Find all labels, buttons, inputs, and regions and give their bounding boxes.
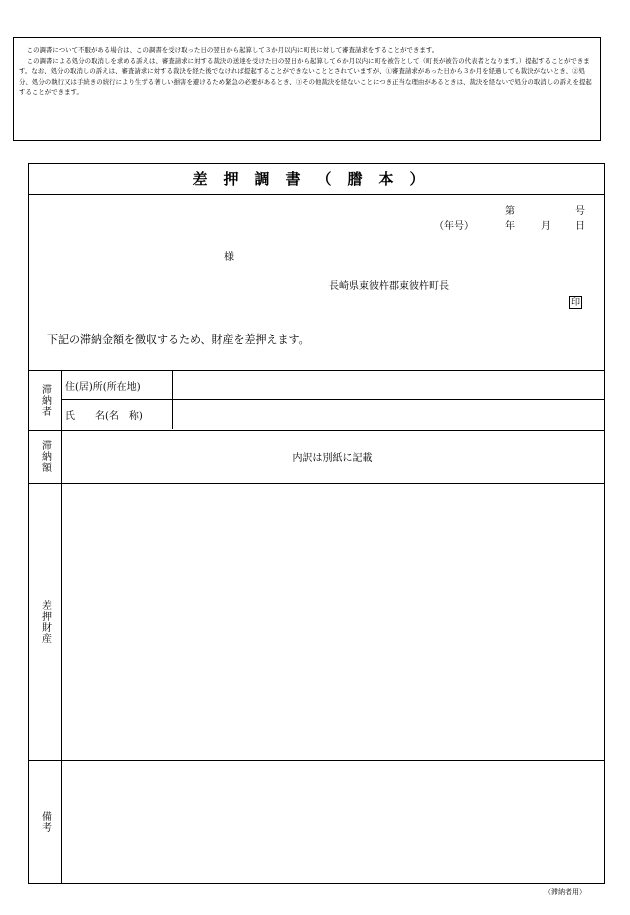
date-month: 月 [541, 221, 551, 232]
remarks-label: 備考 [39, 810, 51, 833]
name-label: 氏 名(名 称) [61, 400, 173, 429]
number-go: 号 [575, 206, 585, 217]
date-day: 日 [575, 221, 585, 232]
copy-designation: （滞納者用） [544, 888, 586, 896]
seized-property-label: 差押財産 [39, 599, 51, 644]
remarks-row [29, 760, 604, 883]
appeal-notice [13, 37, 601, 141]
seized-property-row [29, 483, 604, 761]
form-header [29, 194, 604, 371]
era-label: （年号） [434, 221, 474, 232]
amount-label: 滞納額 [39, 440, 51, 473]
form-title: 差押調書（謄本） [29, 164, 604, 195]
notice-paragraph-2: この調書による処分の取消しを求める訴えは、審査請求に対する裁決の送達を受けた日の翌日から起算して６か月以内に町を被告として（町長が被告の代表者となります。）提起することができます。なお、処分の取消しの訴えは、審査請求に対する裁決を経た後でなければ提起することができないこととされていますが、①審査請求があった日から３か月を経過しても裁決がないとき、②処分、処分の執行又は手続きの続行により生ずる著しい損害を避けるため緊急の必要があるとき、③その他裁決を経ないことにつき正当な理由があるときは、裁決を経ないで処分の取消しの訴えを提起することができます。 [19, 56, 592, 97]
delinquent-row [29, 370, 604, 431]
amount-row [29, 430, 604, 484]
delinquent-label: 滞納者 [39, 383, 51, 417]
addressee-sama: 様 [224, 252, 234, 263]
address-label: 住(居)所(所在地) [61, 370, 173, 400]
seal-mark: 印 [570, 298, 580, 308]
seizure-statement: 下記の滞納金額を徴収するため、財産を差押えます。 [47, 333, 310, 346]
date-year: 年 [505, 221, 515, 232]
amount-detail-note: 内訳は別紙に記載 [292, 453, 373, 464]
seizure-record-form [28, 163, 605, 884]
notice-paragraph-1: この調書について不服がある場合は、この調書を受け取った日の翌日から起算して３か月以内に町長に対して審査請求をすることができます。 [26, 46, 439, 54]
number-dai: 第 [505, 206, 515, 217]
issuer-name: 長崎県東彼杵郡東彼杵町長 [329, 281, 449, 292]
